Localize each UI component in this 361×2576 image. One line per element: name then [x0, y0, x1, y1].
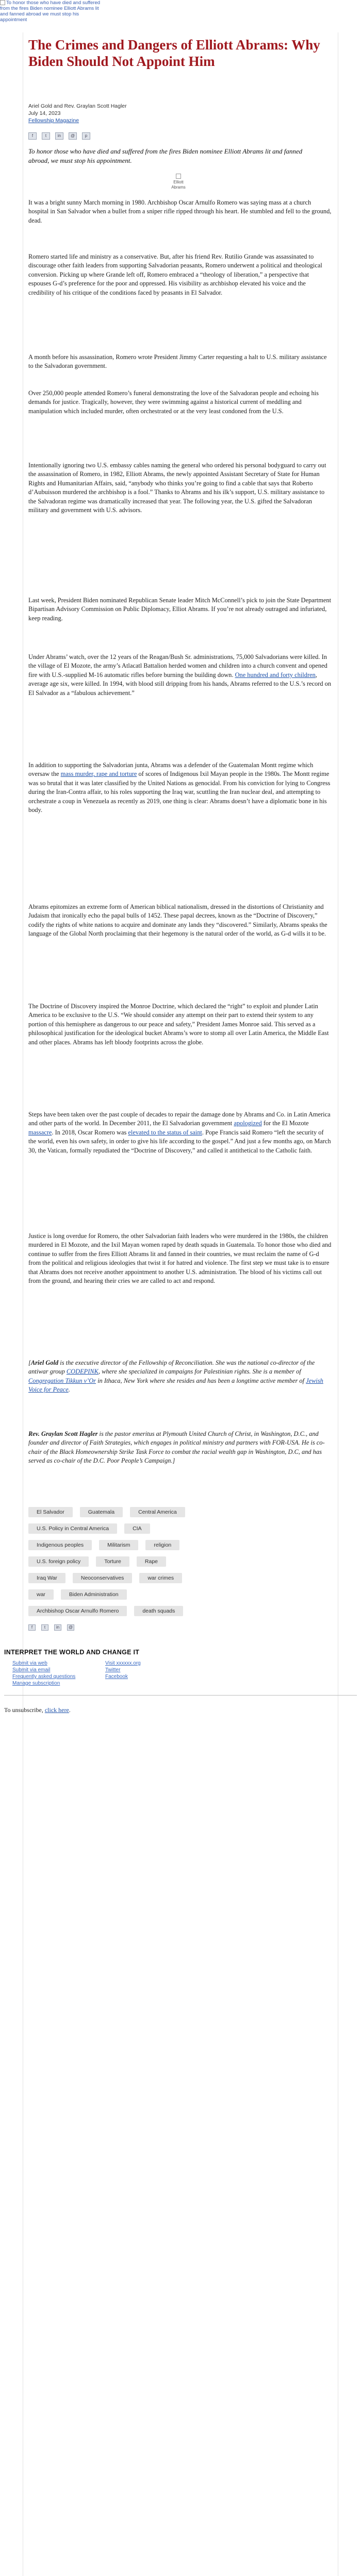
facebook-link[interactable]: Facebook [105, 1674, 128, 1680]
footer-links-left [12, 1660, 75, 1687]
paragraph-text: . Pope Francis said Romero “left the security of the world, even his own safety, in order to give his life according to the gospel.” And just a few months ago, on March 30, the Vatican, formally repudiated the “Doctrine of Discovery,” and called it antithetical to the Catholic faith. [28, 1128, 331, 1154]
paragraph-text: for the El Mozote [261, 1120, 309, 1127]
unsubscribe-line [4, 1706, 71, 1714]
tag[interactable]: Neoconservatives [73, 1573, 132, 1583]
paragraph: Abrams epitomizes an extreme form of American biblical nationalism, dressed in the distortions of Christianity and Judaism that ironically echo the papal bulls of 1452. These papal decrees, known as the “Doctrine of Discovery,” codify the rights of white nations to acquire and dominate any lands they “discovered.” Similarly, Abrams speaks the language of the Global North proclaiming that their hegemony is the natural order of the world, as G-d wills it to be. [28, 903, 327, 938]
paragraph [28, 1110, 333, 1155]
apologized-link[interactable]: apologized [234, 1120, 262, 1127]
tag[interactable]: El Salvador [28, 1507, 73, 1517]
tag[interactable]: U.S. foreign policy [28, 1556, 89, 1567]
facebook-icon[interactable]: f [28, 132, 37, 140]
linkedin-icon[interactable]: in [55, 132, 63, 140]
tag[interactable]: CIA [124, 1523, 150, 1534]
unsubscribe-text: To unsubscribe, [4, 1706, 45, 1714]
paragraph: Last week, President Biden nominated Republican Senate leader Mitch McConnell’s pick to join the State Department Bipartisan Advisory Commission on Public Diplomacy, Elliot Abrams. If you’re not already outraged and infuriated, keep reading. [28, 597, 332, 622]
visit-site-link[interactable]: Visit xxxxxx.org [105, 1660, 141, 1666]
codepink-link[interactable]: CODEPINK [66, 1368, 99, 1376]
bio-name: Rev. Graylan Scott Hagler [28, 1430, 98, 1437]
twitter-icon[interactable]: t [41, 1624, 48, 1631]
paragraph [28, 761, 333, 815]
article-panel [23, 32, 338, 2576]
tag[interactable]: U.S. Policy in Central America [28, 1523, 117, 1534]
tag-list [28, 1507, 199, 1616]
tag[interactable]: war crimes [139, 1573, 182, 1583]
jvp-link[interactable]: Jewish Voice for Peace [28, 1377, 323, 1394]
tag[interactable]: Iraq War [28, 1573, 65, 1583]
tag[interactable]: war [28, 1589, 54, 1600]
manage-subscription-link[interactable]: Manage subscription [12, 1681, 60, 1686]
bio-graylan-hagler [28, 1430, 333, 1466]
broken-image-icon [0, 0, 5, 5]
article-image [167, 174, 190, 190]
paragraph-text: In addition to supporting the Salvadorian junta, Abrams was a defender of the Guatemalan Montt regime which oversaw the [28, 761, 314, 778]
saint-link[interactable]: elevated to the status of saint [128, 1128, 202, 1136]
bio-text: , where she specialized in campaigns for Palestinian rights. She is a member of [98, 1368, 301, 1376]
email-icon[interactable]: @ [69, 132, 77, 140]
footer-share-row [28, 1624, 74, 1631]
paragraph: The Doctrine of Discovery inspired the Monroe Doctrine, which declared the “right” to exploit and plunder Latin America to be exclusive to the U.S. “We should consider any attempt on their part to extend their system to any portion of this hemisphere as dangerous to our peace and safety,” President James Monroe said. This served as a philosophical justification for the ideological bucket Abrams’s wore to stomp all over Latin America, the Middle East and other places. Abrams has left bloody footprints across the globe. [28, 1003, 329, 1046]
article-date: July 14, 2023 [28, 110, 61, 116]
faq-link[interactable]: Frequently asked questions [12, 1674, 76, 1680]
image-caption: Elliott Abrams [171, 180, 186, 190]
paragraph-text: Under Abrams’ watch, over the 12 years of the Reagan/Bush Sr. administrations, 75,000 Salvadorians were killed. In the village of El Mozote, the army’s Atlacatl Battalion herded women and children into a church convent and opened fire with U.S.-supplied M-16 automatic rifles before burning the building down. [28, 653, 327, 679]
header-image-alt: To honor those who have died and suffered from the fires Biden nominee Elliott Abrams lit and fanned abroad we must stop his appointment [0, 0, 101, 23]
submit-web-link[interactable]: Submit via web [12, 1660, 47, 1666]
footer-heading: INTERPRET THE WORLD AND CHANGE IT [4, 1649, 140, 1656]
tag[interactable]: death squads [134, 1606, 183, 1616]
linkedin-icon[interactable]: in [54, 1624, 61, 1631]
paragraph [28, 653, 333, 698]
header-image [0, 0, 107, 29]
paragraph: A month before his assassination, Romero wrote President Jimmy Carter requesting a halt to U.S. military assistance to the Salvadoran government. [28, 353, 327, 370]
facebook-icon[interactable]: f [28, 1624, 36, 1631]
tag[interactable]: Guatemala [80, 1507, 123, 1517]
massacre-link[interactable]: massacre [28, 1128, 52, 1136]
paragraph-text: Steps have been taken over the past couple of decades to repair the damage done by Abrams and Co. in Latin America and other parts of the world. In December 2011, the El Salvadorian government [28, 1111, 331, 1127]
submit-email-link[interactable]: Submit via email [12, 1667, 51, 1673]
tag[interactable]: Militarism [99, 1540, 138, 1550]
paragraph-text: . In 2018, Oscar Romero was [52, 1128, 128, 1136]
children-killed-link[interactable]: One hundred and forty children [235, 671, 316, 679]
tag[interactable]: Central America [130, 1507, 185, 1517]
footer-links-right [105, 1660, 141, 1680]
mass-murder-link[interactable]: mass murder, rape and torture [60, 770, 137, 778]
tag[interactable]: Indigenous peoples [28, 1540, 92, 1550]
twitter-icon[interactable]: t [42, 132, 50, 140]
unsubscribe-end: . [69, 1706, 71, 1714]
paragraph-text: of scores of Indigenous Ixil Mayan people in the 1980s. The Montt regime was so brutal that it was later classified by the United Nations as genocidal. From his conviction for lying to Congress during the Iran-Contra affair, to his roles supporting the Iraq war, scuttling the Iran nuclear deal, and attempting to orchestrate a coup in Venezuela as recently as 2019, one thing is clear: Abrams doesn’t have a diplomatic bone in his body. [28, 770, 331, 814]
bio-ariel-gold: [Ariel Gold is the executive director of the Fellowship of Reconciliation. She was the national co-director of the antiwar group CODEPINK, where she specialized in campaigns for Palestinian rights. She is a member of Congregation Tikkun v’Or in Ithaca, New York where she resides and has been a longtime active member of Jewish Voice for Peace. [28, 1359, 323, 1394]
bio-text: is the executive director of the Fellowship of Reconciliation. She was the national co-director of the antiwar group [28, 1359, 315, 1376]
footer-divider [4, 1695, 357, 1696]
tag[interactable]: Rape [137, 1556, 166, 1567]
paragraph: Justice is long overdue for Romero, the other Salvadorian faith leaders who were murdered in the 1980s, the children murdered in El Mozote, and the Ixil Mayan women raped by death squads in Guatemala. To honor those who died and continue to suffer from the fires Elliott Abrams lit and fanned in their countries, we must reclaim the name of G-d from the political and religious ideologies that twist it for hatred and violence. The first step we must take is to ensure that Abrams does not receive another appointment to another U.S. administration. The blood of his victims call out from the ground, and hearing their cries we are called to act and respond. [28, 1232, 332, 1285]
bio-text: is the pastor emeritus at Plymouth United Church of Christ, in Washington, D.C., and founder and director of Faith Strategies, which engages in political ministry and partners with FOR-USA. He is co-chair of the Black Homeownership Strike Task Force to combat the racial wealth gap in Washington, D.C, and has served as co-chair of the D.C. Poor People’s Campaign.] [28, 1430, 325, 1465]
paragraph: Intentionally ignoring two U.S. embassy cables naming the general who ordered his personal bodyguard to carry out the assassination of Romero, in 1982, Elliott Abrams, the newly appointed Assistant Secretary of State for Human Rights and Humanitarian Affairs, said, “anybody who thinks you’re going to find a cable that says that Roberto d’Aubuisson murdered the archbishop is a fool.” Thanks to Abrams and his ilk’s support, U.S. military assistance to the Salvadoran regime was dramatically increased that year. The following year, the U.S. gifted the Salvadoran military and government with U.S. advisors. [28, 462, 326, 514]
tag[interactable]: Torture [96, 1556, 129, 1567]
unsubscribe-link[interactable]: click here [44, 1706, 69, 1714]
tag[interactable]: religion [145, 1540, 179, 1550]
article-authors: Ariel Gold and Rev. Graylan Scott Hagler [28, 103, 127, 109]
congregation-link[interactable]: Congregation Tikkun v’Or [28, 1377, 96, 1384]
print-icon[interactable]: p [82, 132, 90, 140]
paragraph: Over 250,000 people attended Romero’s funeral demonstrating the love of the Salvadoran people and echoing his demands for justice. Tragically, however, they were swimming against a historical current of meddling and manipulation which included murder, often orchestrated or at the very least condoned from the U.S. [28, 389, 319, 415]
paragraph-text: , average age six, were killed. In 1994, with blood still dripping from his hands, Abrams referred to the U.S.’s record on El Salvador as a “fabulous achievement.” [28, 671, 332, 697]
paragraph: It was a bright sunny March morning in 1980. Archbishop Oscar Arnulfo Romero was saying mass at a church hospital in San Salvador when a bullet from a sniper rifle ripped through his heart. He stumbled and fell to the ground, dead. [28, 199, 332, 224]
article-title[interactable]: The Crimes and Dangers of Elliott Abrams: Why Biden Should Not Appoint Him [28, 37, 320, 69]
bio-text: . [68, 1386, 70, 1394]
share-row [28, 132, 90, 141]
twitter-link[interactable]: Twitter [105, 1667, 121, 1673]
bio-text: in Ithaca, New York where she resides and has been a longtime active member of [96, 1377, 306, 1384]
email-icon[interactable]: @ [67, 1624, 74, 1631]
article-intro: To honor those who have died and suffered from the fires Biden nominee Elliott Abrams lit and fanned abroad, we must stop his appointment. [28, 147, 303, 164]
paragraph: Romero started life and ministry as a conservative. But, after his friend Rev. Rutilio Grande was assassinated to discourage other faith leaders from supporting Salvadorian peasants, Romero underwent a political and theological conversion. Picking up where Grande left off, Romero embraced a “theology of liberation,” a perspective that espouses G-d’s preference for the poor and oppressed. His visibility as archbishop elevated his voice and the credibility of his critique of the conditions faced by peasants in El Salvador. [28, 253, 322, 296]
broken-image-icon [176, 174, 181, 179]
article-meta [28, 103, 127, 124]
bio-name: Ariel Gold [30, 1359, 59, 1366]
tag[interactable]: Biden Administration [61, 1589, 127, 1600]
tag[interactable]: Archbishop Oscar Arnulfo Romero [28, 1606, 127, 1616]
publication-link[interactable]: Fellowship Magazine [28, 117, 79, 124]
